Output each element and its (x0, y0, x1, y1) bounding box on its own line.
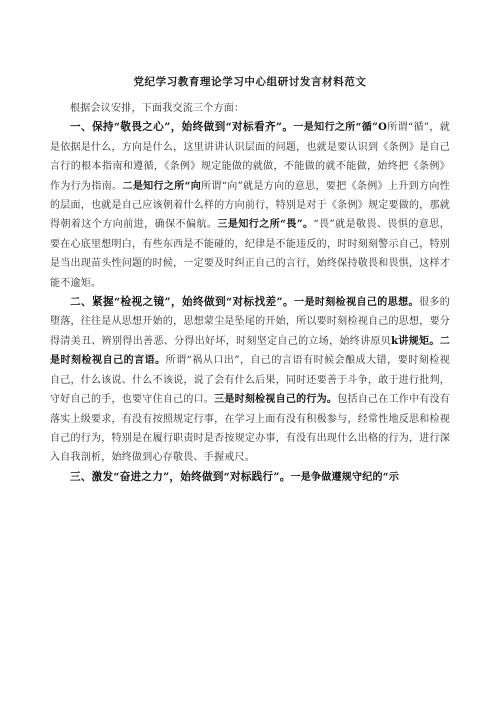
section-3-heading: 三、激发“奋进之力”，始终做到“对标践行”。 (70, 470, 291, 483)
section-2-point-1-tail: k讲规矩。 (391, 335, 440, 347)
section-1-paragraph (50, 118, 450, 293)
section-1-point-3-heading: 三是知行之所“畏”。 (217, 219, 314, 231)
section-2-point-1-heading: 一是时刻检视自己的思想。 (294, 297, 419, 309)
section-2-point-2-heading: 二是时刻检视自己的言语。 (50, 335, 451, 367)
section-2-point-1-body: 很多的堕落，往往是从思想开始的，思想蒙尘是坠尾的开始，所以要时刻检视自己的思想，要分得清美丑、辨别得出善恶、分得出好坏，时刻坚定自己的立场，始终讲原贝 (50, 297, 451, 347)
section-1-heading: 一、保持“敬畏之心”，始终做到“对标看齐”。 (70, 121, 294, 134)
section-1-point-1-heading: 一是知行之所“循”O (293, 122, 388, 134)
section-1-point-2-body: 所谓“向”就是方向的意思，要把《条例》上升到方向性的层面，也就是自己应该朝着什么样的方向前行，特别是对于《条例》规定要做的，那就得朝着这个方向前进，确保不偏航。 (50, 180, 450, 231)
document-title: 党纪学习教育理论学习中心组研讨发言材料范文 (133, 76, 367, 88)
section-2-heading: 二、紧握“检视之镜”，始终做到“对标找差”。 (70, 296, 295, 309)
section-1-point-2-heading: 二是知行之所“向 (122, 180, 202, 192)
section-2-point-3-heading: 三是时刻检视自己的行为。 (214, 394, 338, 406)
section-3-point-1-heading: 一是争做遵规守纪的“示 (290, 471, 400, 483)
section-2-point-3-body: 包括自己在工作中有没有落实上级要求，有没有按照规定行事，在学习上面有没有积极参与，经常性地反思和检视自己的行为，特别是在履行职责时是否按规定办事，有没有出现什么出格的行为，进行深入自我剖析，始终做到心存敬畏、手握戒尺。 (50, 394, 451, 464)
section-2-point-2-body: 所谓“祸从口出”，自己的言语有时候会酿成大错，要时刻检视自己，什么该说、什么不该说，说了会有什么后果，同时还要善于斗争，敢于进行批判，守好自己的手，也要守住自己的口。 (50, 355, 450, 406)
section-1-point-1-body: 所谓“循”，就是依据是什么，方向是什么，这里讲讲认识层面的问题，也就是要认识到《条例》是自己言行的根本指南和遵循，《条例》规定能做的就做，不能做的就不能做，始终把《条例》作为行为指南。 (50, 122, 450, 192)
intro-paragraph: 根据会议安排，下面我交流三个方面： (70, 103, 245, 114)
section-3-paragraph (50, 468, 450, 487)
section-2-paragraph (50, 293, 450, 468)
section-1-point-3-body: “畏”就是敬畏、畏惧的意思，要在心底里想明白，有些东西是不能碰的，纪律是不能违反的，时时刻刻警示自己，特别是当出现苗头性问题的时候，一定要及时纠正自己的言行，始终保持敬畏和畏惧，这样才能不逾矩。 (50, 219, 450, 289)
